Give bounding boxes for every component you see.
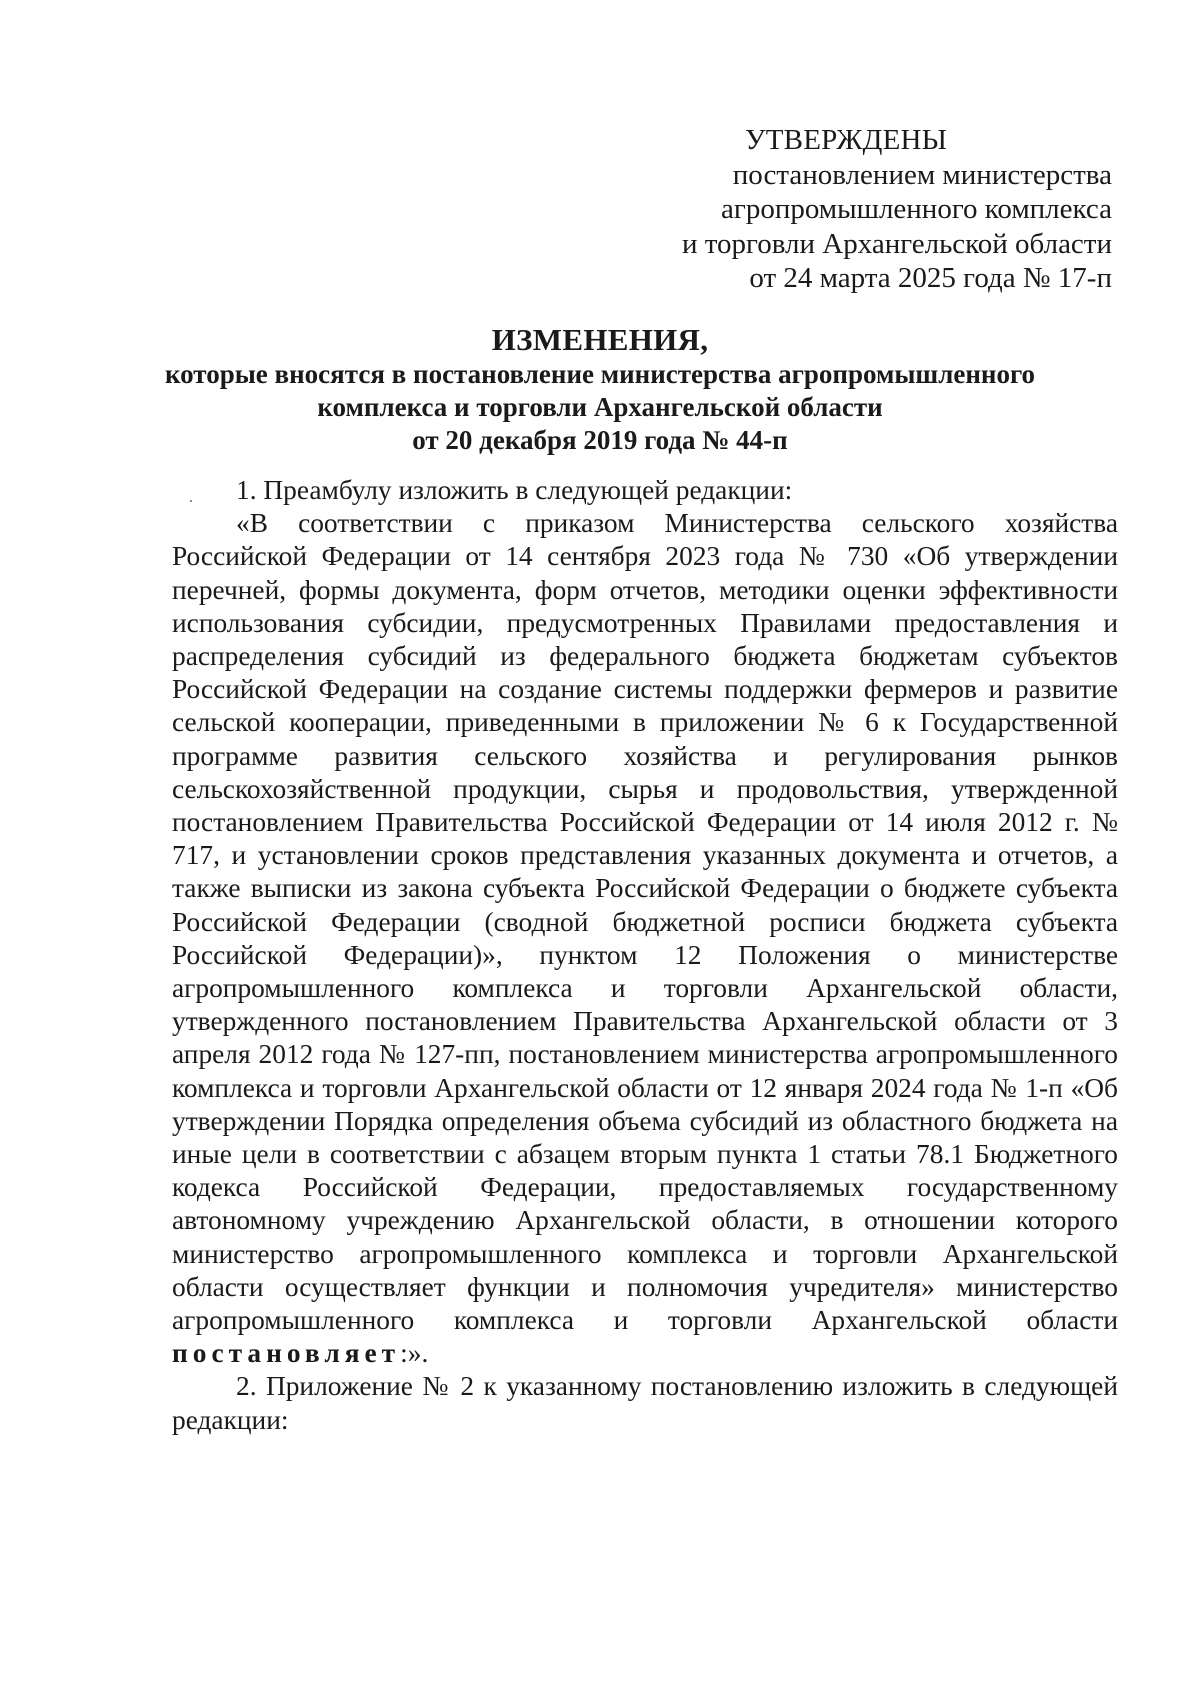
document-body	[172, 474, 1118, 1437]
document-heading	[140, 322, 1060, 457]
heading-subtitle-line-1: которые вносятся в постановление министерства агропромышленного	[164, 359, 1036, 389]
quoted-preamble-paragraph	[172, 507, 1118, 1370]
heading-subtitle-line-3: от 20 декабря 2019 года № 44-п	[412, 425, 788, 455]
approval-line-2: агропромышленного комплекса	[721, 193, 1112, 225]
decree-word: постановляет	[172, 1338, 401, 1369]
approval-line-3: и торговли Архангельской области	[681, 227, 1112, 260]
heading-subtitle-line-2: комплекса и торговли Архангельской области	[317, 392, 883, 422]
approval-line-4: от 24 марта 2025 года № 17-п	[749, 262, 1112, 294]
item-1-paragraph: 1. Преамбулу изложить в следующей редакции:	[236, 475, 793, 505]
decree-tail: :».	[400, 1338, 429, 1369]
quoted-preamble-text: «В соответствии с приказом Министерства сельского хозяйства Российской Федерации от 14 сентября 2023 года № 730 «Об утверждении перечней, формы документа, форм отчетов, методики оценки эффективности использования субсидии, предусмотренных Правилами предоставления и распределения субсидий из федерального бюджета бюджетам субъектов Российской Федерации на создание системы поддержки фермеров и развитие сельской кооперации, приведенными в приложении № 6 к Государственной программе развития сельского хозяйства и регулирования рынков сельскохозяйственной продукции, сырья и продовольствия, утвержденной постановлением Правительства Российской Федерации от 14 июля 2012 г. № 717, и установлении сроков представления указанных документа и отчетов, а также выписки из закона субъекта Российской Федерации о бюджете субъекта Российской Федерации (сводной бюджетной росписи бюджета субъекта Российской Федерации)», пунктом 12 Положения о министерстве агропромышленного комплекса и торговли Архангельской области, утвержденного постановлением Правительства Архангельской области от 3 апреля 2012 года № 127-пп, постановлением министерства агропромышленного комплекса и торговли Архангельской области от 12 января 2024 года № 1-п «Об утверждении Порядка определения объема субсидий из областного бюджета на иные цели в соответствии с абзацем вторым пункта 1 статьи 78.1 Бюджетного кодекса Российской Федерации, предоставляемых государственному автономному учреждению Архангельской области, в отношении которого министерство агропромышленного комплекса и торговли Архангельской области осуществляет функции и полномочия учредителя» министерство агропромышленного комплекса и торговли Архангельской области	[172, 508, 1118, 1336]
heading-title: ИЗМЕНЕНИЯ,	[491, 322, 709, 357]
approved-title: УТВЕРЖДЕНЫ	[745, 124, 948, 156]
approval-stamp	[552, 123, 1112, 296]
approval-line-1: постановлением министерства	[732, 158, 1112, 191]
item-2-paragraph: 2. Приложение № 2 к указанному постановлению изложить в следующей редакции:	[172, 1371, 1118, 1435]
